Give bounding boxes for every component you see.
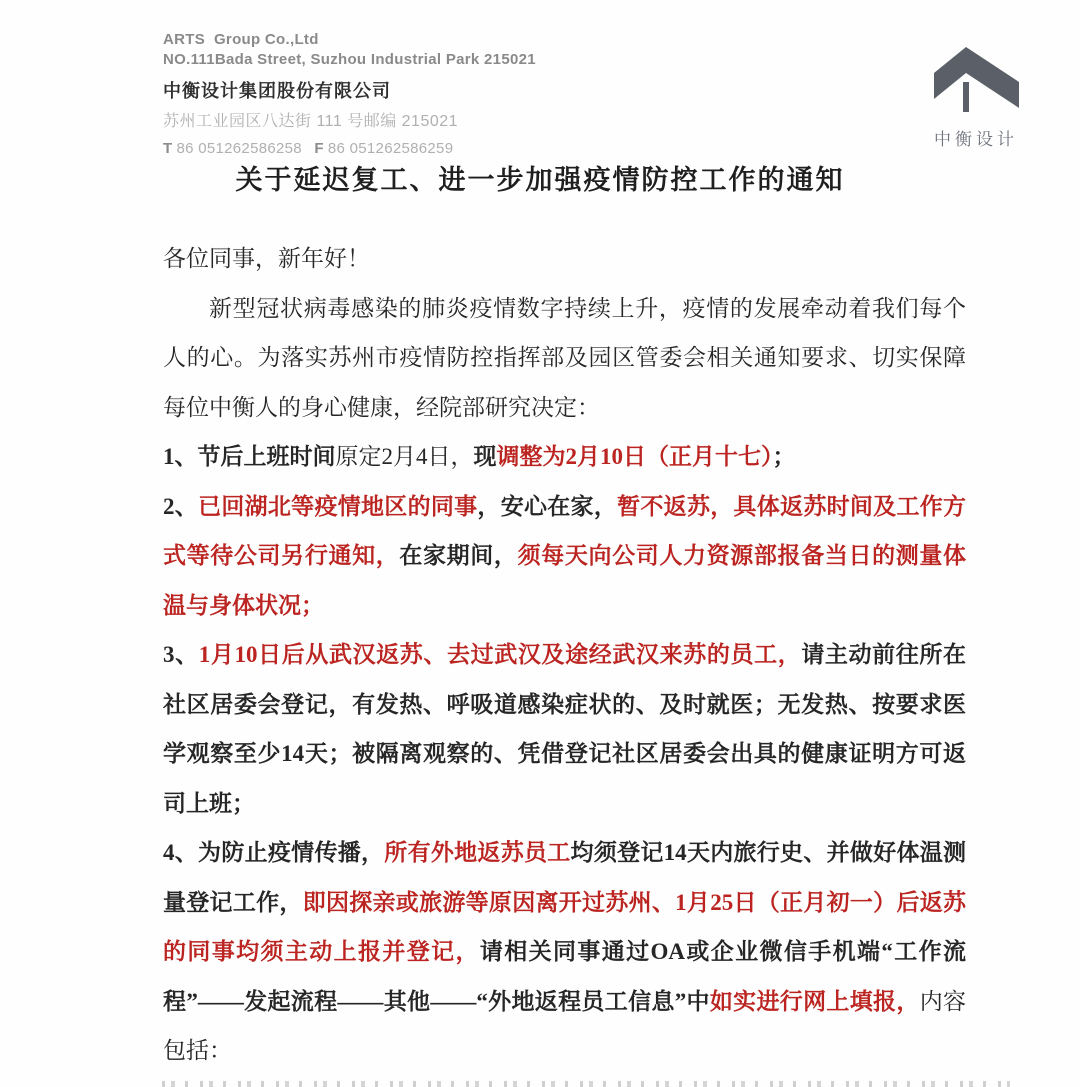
company-name-en: ARTS Group Co.,Ltd — [163, 31, 319, 48]
notice-title: 关于延迟复工、进一步加强疫情防控工作的通知 — [235, 165, 845, 195]
body-text: 在家期间， — [399, 543, 518, 568]
body-text: 新型冠状病毒感染的肺炎疫情数字持续上升，疫情的发展牵动着我们每个人的心。为落实苏州市疫情防控指挥部及园区管委会相关通知要求、切实保障每位中衡人的身心健康，经院部研究决定： — [163, 295, 966, 420]
company-logo — [926, 46, 1026, 150]
body-text: ； — [772, 444, 796, 469]
notice-paragraph — [163, 828, 966, 1076]
company-address-en: NO.111Bada Street, Suzhou Industrial Park 215021 — [163, 51, 536, 68]
body-text: 2、 — [163, 493, 199, 519]
emphasis-red-text: 1月10日后从武汉返苏、去过武汉及途经武汉来苏的员工， — [198, 642, 802, 667]
notice-paragraph — [163, 482, 966, 631]
tel-label: T — [163, 140, 173, 157]
emphasis-red-text: 调整为2月10日（正月十七） — [496, 444, 773, 469]
body-text: 1、节后上班时间 — [163, 444, 336, 469]
emphasis-red-text: 如实进行网上填报， — [709, 988, 920, 1014]
body-text: 内容包括： — [163, 988, 967, 1063]
fax-number: 86 051262586259 — [327, 140, 454, 157]
notice-paragraph — [163, 630, 966, 828]
emphasis-red-text: 暂不返苏，具体返苏时间及工作方式等待公司另行通知， — [163, 493, 967, 568]
body-text: 现 — [473, 444, 497, 469]
body-text: 请相关同事通过OA或企业微信手机端“工作流程”——发起流程——其他——“外地返程员工信息”中 — [163, 939, 966, 1014]
tel-number: 86 051262586258 — [176, 140, 302, 157]
body-text: ，安心在家， — [477, 493, 618, 519]
notice-paragraph — [163, 284, 966, 433]
body-text: 原定2月4日， — [335, 444, 474, 469]
notice-body — [163, 234, 966, 1076]
roof-monogram-icon — [932, 46, 1020, 118]
body-text: 3、 — [163, 642, 199, 667]
emphasis-red-text: 须每天向公司人力资源部报备当日的测量体温与身体状况； — [163, 543, 967, 618]
company-name-cn: 中衡设计集团股份有限公司 — [163, 81, 391, 101]
emphasis-red-text: 已回湖北等疫情地区的同事 — [198, 493, 478, 519]
emphasis-red-text: 所有外地返苏员工 — [384, 840, 571, 865]
company-address-cn: 苏州工业园区八达街 111 号邮编 215021 — [163, 113, 459, 130]
body-text: 均须登记14天内旅行史、并做好体温测量登记工作， — [163, 840, 967, 915]
fax-label: F — [314, 140, 324, 157]
body-text: 请主动前往所在社区居委会登记，有发热、呼吸道感染症状的、及时就医；无发热、按要求医学观察至少14天；被隔离观察的、凭借登记社区居委会出具的健康证明方可返司上班； — [163, 642, 967, 816]
phone-fax-line — [163, 140, 536, 157]
logo-text: 中衡设计 — [934, 130, 1018, 149]
letterhead — [163, 30, 536, 157]
body-text: 各位同事，新年好！ — [163, 246, 370, 271]
emphasis-red-text: 即因探亲或旅游等原因离开过苏州、1月25日（正月初一）后返苏的同事均须主动上报并登记， — [163, 889, 967, 964]
clipped-bottom-line — [162, 1081, 1010, 1087]
body-text: 4、为防止疫情传播， — [163, 840, 385, 865]
notice-paragraph — [163, 432, 966, 482]
notice-paragraph — [163, 234, 966, 284]
